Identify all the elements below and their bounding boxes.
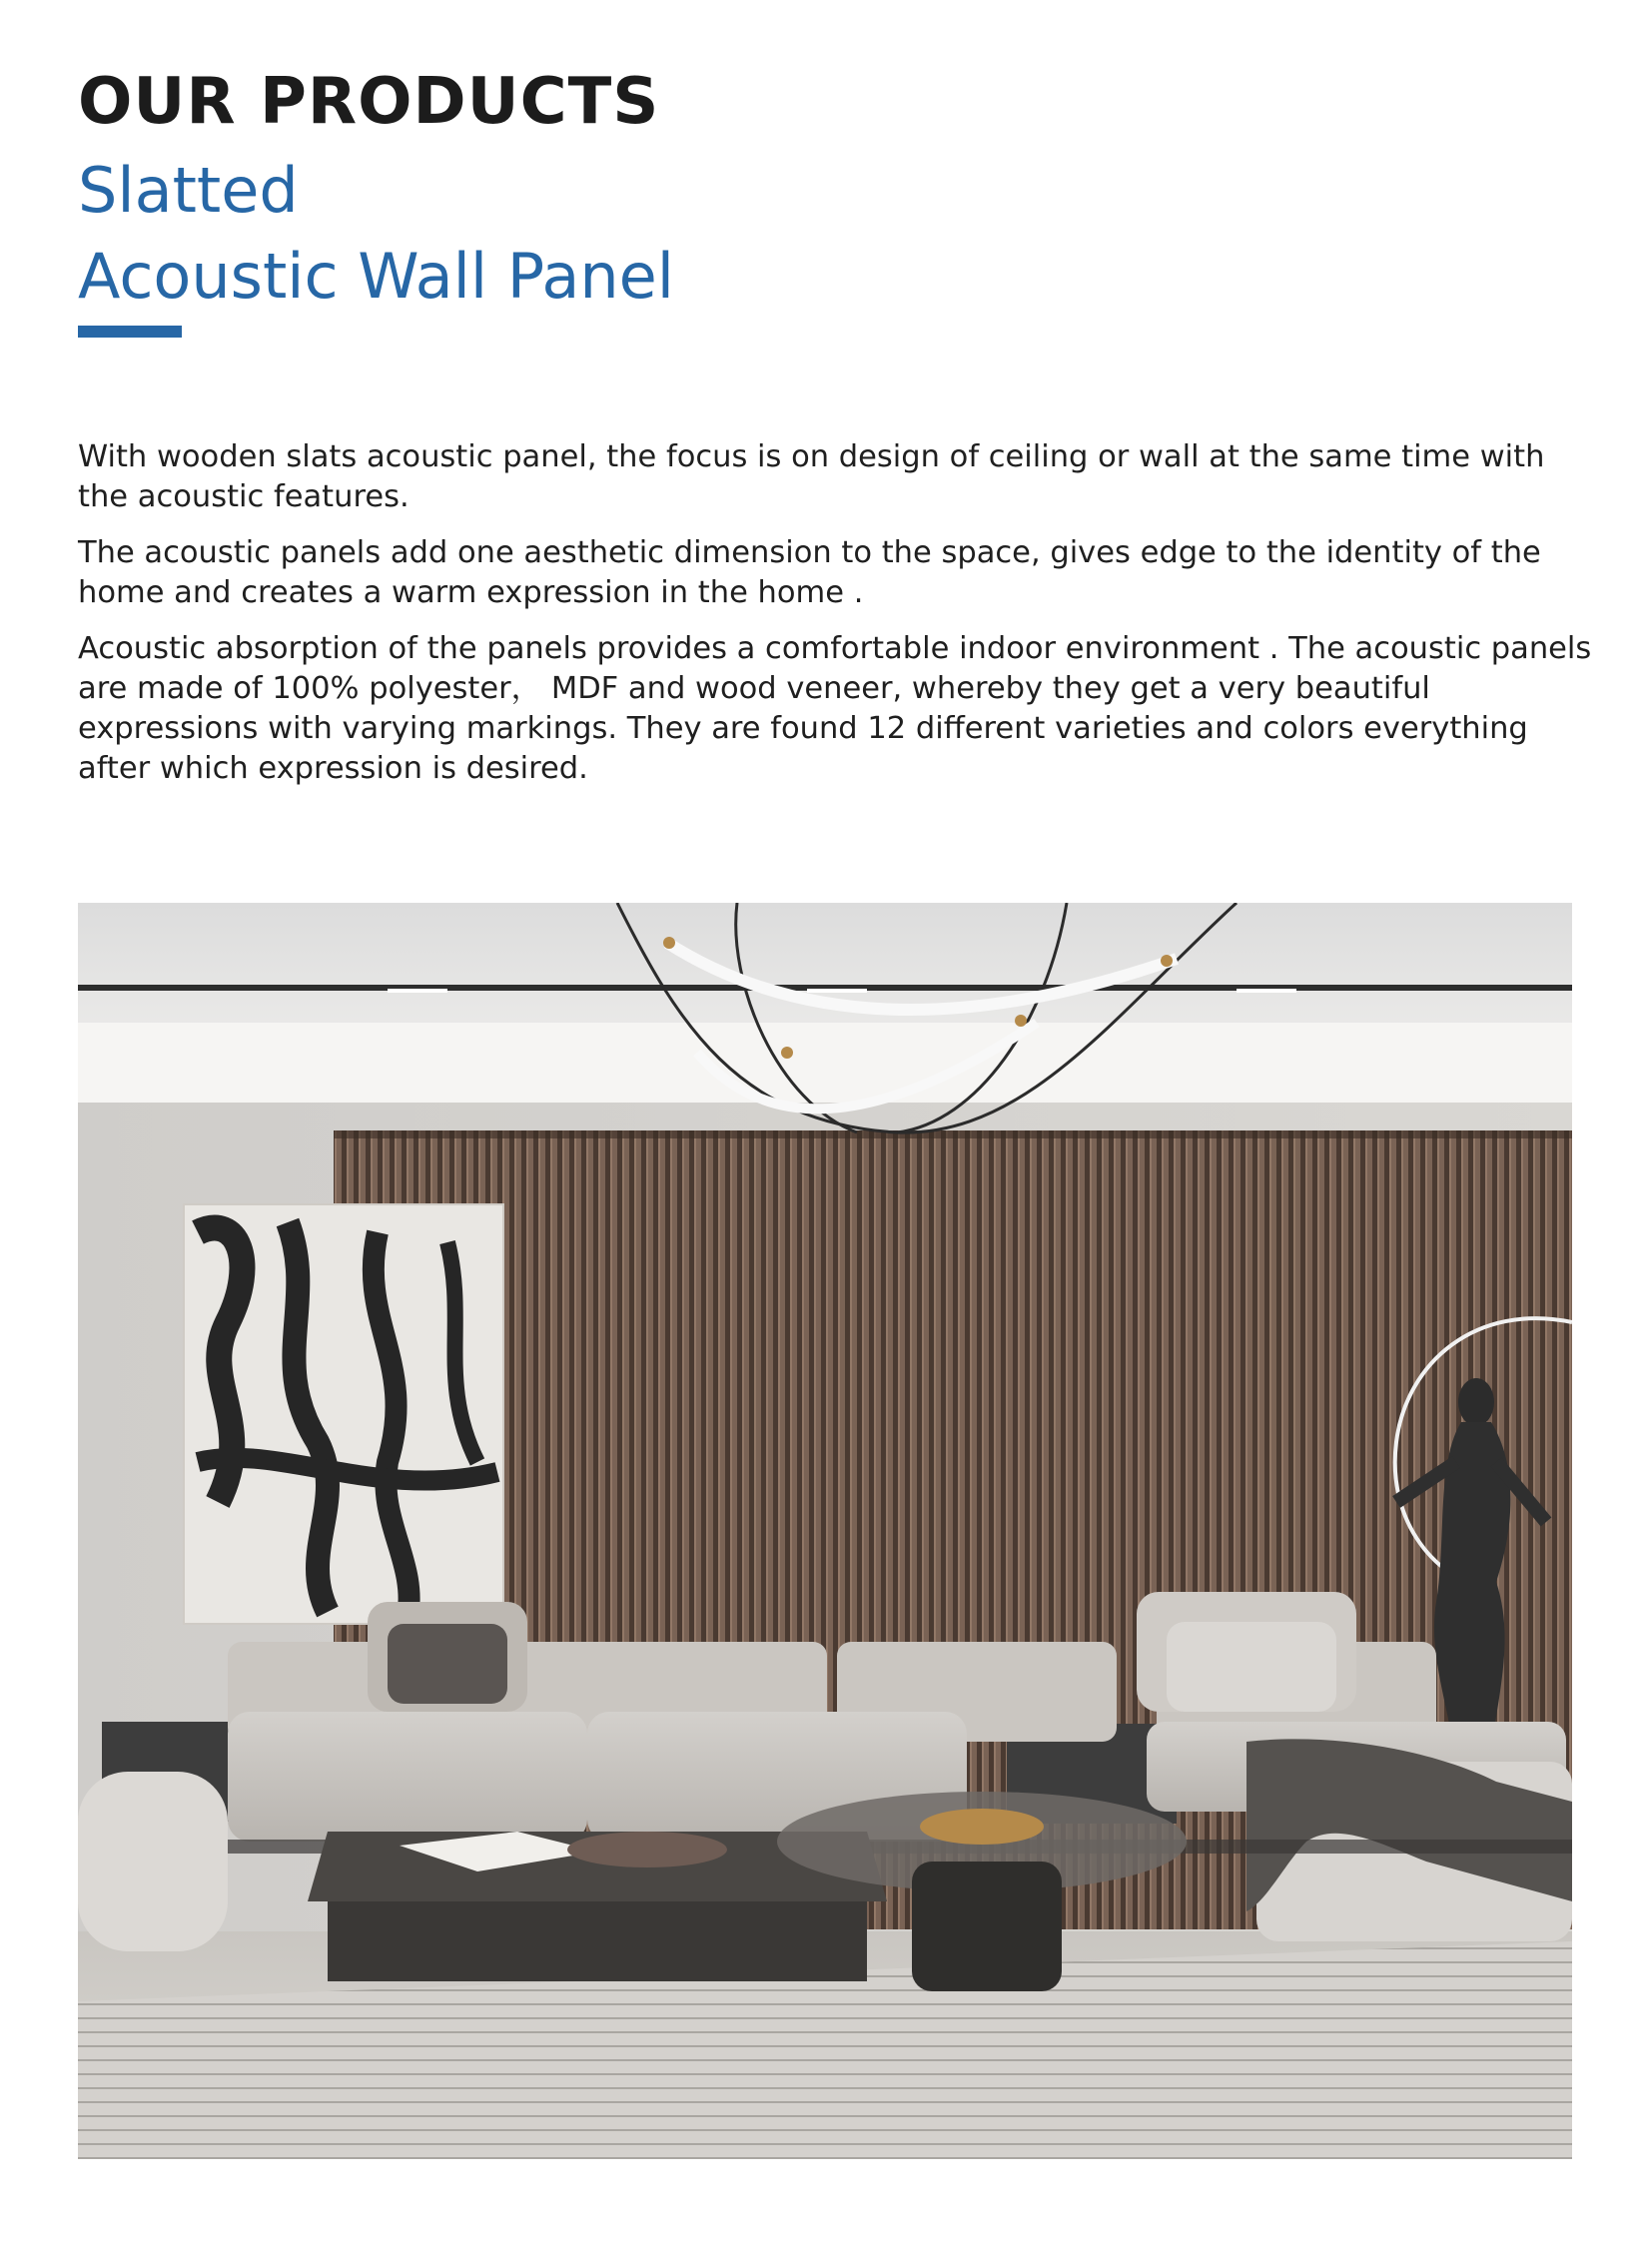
description-paragraph-3: Acoustic absorption of the panels provides a comfortable indoor environment . The acoustic panels are made of 100% polyester， MDF and wood veneer, whereby they get a very beautiful expressions with varying markings. They are found 12 different varieties and colors everything after which expression is desired.	[78, 631, 1592, 786]
description-paragraph-2: The acoustic panels add one aesthetic dimension to the space, gives edge to the identity of the home and creates a warm expression in the home .	[78, 535, 1541, 610]
living-room-photo	[78, 903, 1572, 2159]
accent-bar	[78, 326, 182, 338]
product-name	[78, 148, 674, 320]
product-name-line-1: Slatted	[78, 154, 299, 227]
description-paragraph-1: With wooden slats acoustic panel, the focus is on design of ceiling or wall at the same time with the acoustic features.	[78, 439, 1545, 514]
page-title: OUR PRODUCTS	[78, 65, 660, 139]
product-description	[78, 437, 1596, 805]
product-name-line-2: Acoustic Wall Panel	[78, 240, 675, 313]
